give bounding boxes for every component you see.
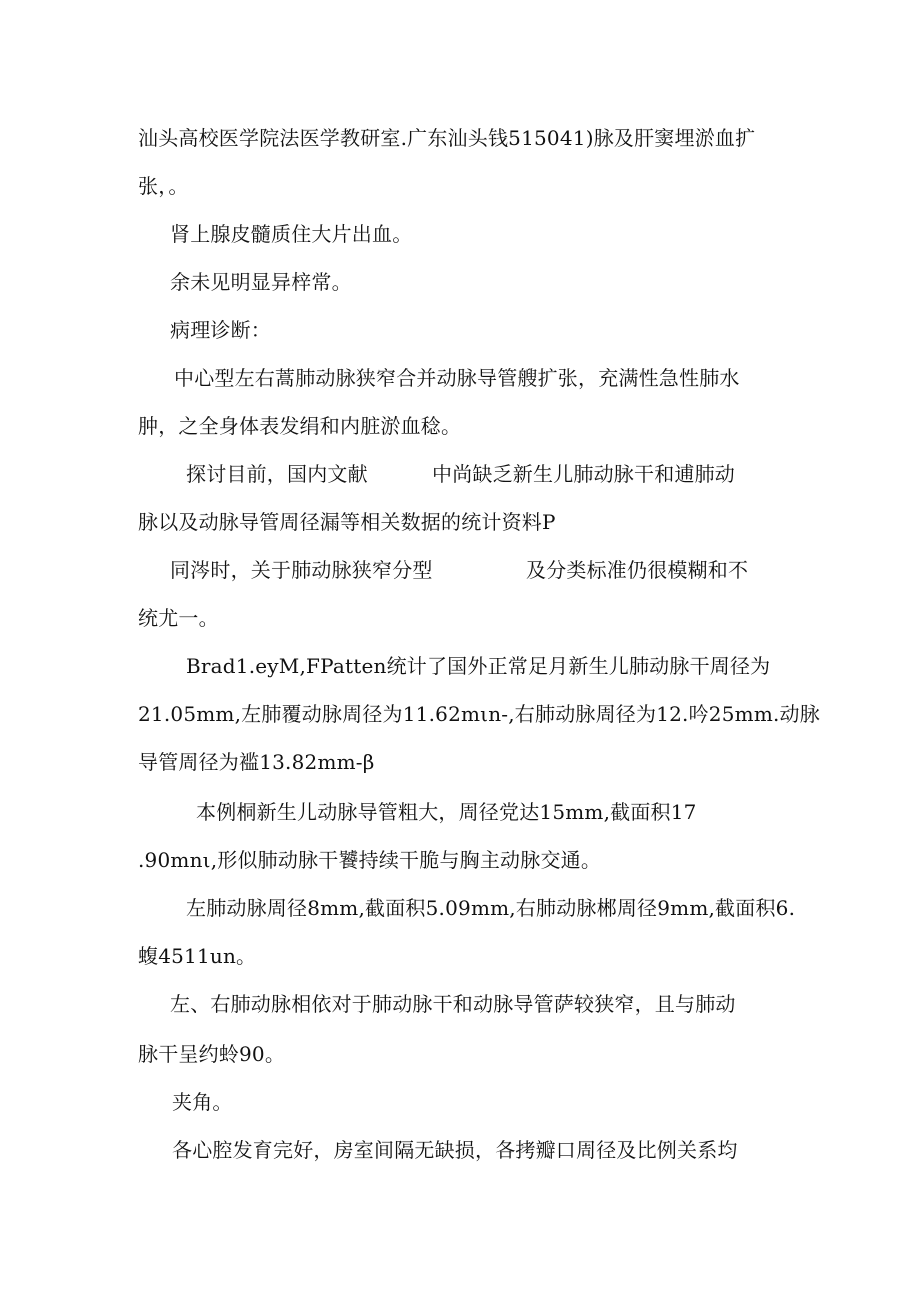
text-line: 左肺动脉周径8mm,截面积5.09mm,右肺动脉郴周径9mm,截面积6. [186,896,796,920]
text-line: 21.05mm,左肺覆动脉周径为11.62mιn-,右肺动脉周径为12.吟25mm.动脉 [138,702,820,726]
text-line: 蝮4511un。 [138,944,257,968]
text-line: 统尤一。 [138,606,219,630]
text-line: 本例桐新生儿动脉导管粗大，周径党达15mm,截面积17 [196,800,697,824]
section-heading: 病理诊断： [170,318,271,342]
text-line: 脉以及动脉导管周径漏等相关数据的统计资料P [138,510,556,534]
text-line: 脉干呈约蛉90。 [138,1042,286,1066]
text-line: 夹角。 [172,1090,233,1114]
text-line: .90mnι,形似肺动脉干饕持续干脆与胸主动脉交通。 [138,848,602,872]
text-line: 各心腔发育完好，房室间隔无缺损，各拷瓣口周径及比例关系均 [172,1138,738,1162]
text-line: 余未见明显异梓常。 [170,270,352,294]
text-line: Brad1.eyM,FPatten统计了国外正常足月新生儿肺动脉干周径为 [186,654,771,678]
text-line: 及分类标准仍很模糊和不 [526,558,749,582]
text-line: 中心型左右蒿肺动脉狭窄合并动脉导管艘扩张，充满性急性肺水 [174,366,740,390]
text-line: 同涔时，关于肺动脉狭窄分型 [170,558,433,582]
text-line: 探讨目前，国内文献 [186,462,368,486]
text-line: 中尚缺乏新生儿肺动脉干和逋肺动 [432,462,735,486]
text-line: 导管周径为褴13.82mm-β [138,750,375,774]
text-line: 肾上腺皮髓质住大片出血。 [170,222,413,246]
text-line: 肿，之全身体表发绢和内脏淤血稔。 [138,414,462,438]
text-line: 汕头高校医学院法医学教研室.广东汕头钱515041)脉及肝窦埋淤血扩 [138,126,756,150]
text-line: 左、右肺动脉相依对于肺动脉干和动脉导管萨较狭窄，且与肺动 [170,992,736,1016]
text-line: 张，。 [138,174,189,198]
